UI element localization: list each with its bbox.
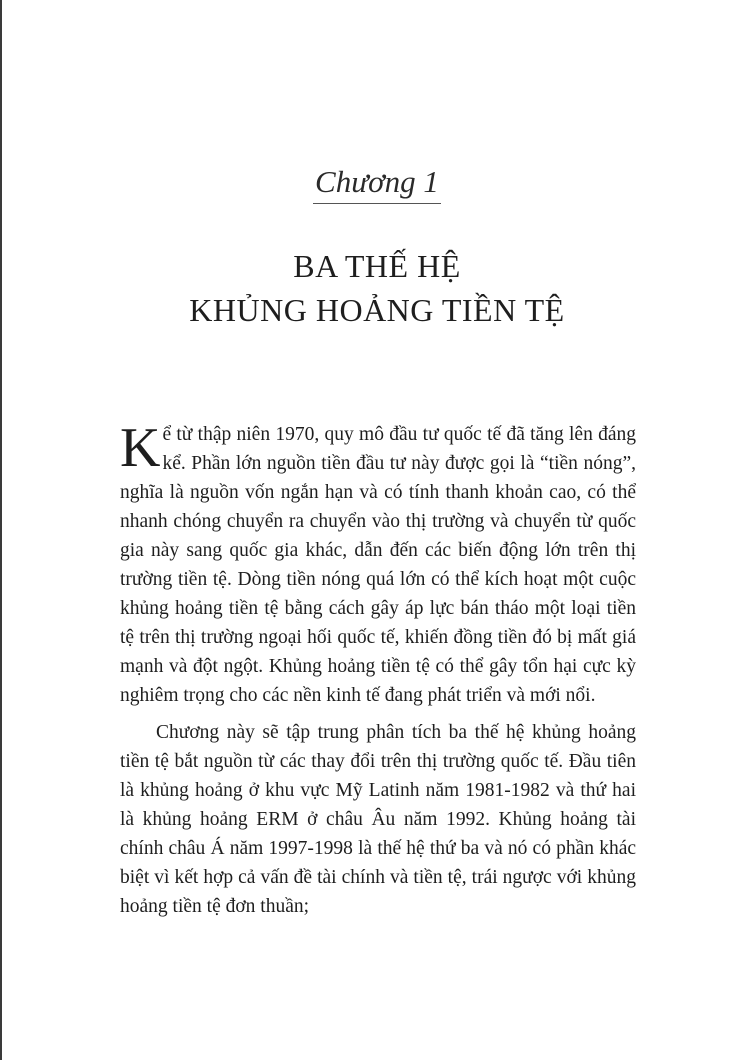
- chapter-title: [2, 244, 750, 332]
- body-text: [120, 417, 636, 921]
- paragraph-1: [120, 417, 636, 710]
- chapter-label: [2, 162, 750, 204]
- paragraph-2: Chương này sẽ tập trung phân tích ba thế hệ khủng hoảng tiền tệ bắt nguồn từ các thay đổi trên thị trường quốc tế. Đầu tiên là khủng hoảng ở khu vực Mỹ Latinh năm 1981-1982 và thứ hai là khủng hoảng ERM ở châu Âu năm 1992. Khủng hoảng tài chính châu Á năm 1997-1998 là thế hệ thứ ba và nó có phần khác biệt vì kết hợp cả vấn đề tài chính và tiền tệ, trái ngược với khủng hoảng tiền tệ đơn thuần;: [120, 722, 636, 917]
- paragraph-1-text: ể từ thập niên 1970, quy mô đầu tư quốc tế đã tăng lên đáng kể. Phần lớn nguồn tiền đầu tư này được gọi là “tiền nóng”, nghĩa là nguồn vốn ngắn hạn và có tính thanh khoản cao, có thể nhanh chóng chuyển ra chuyển vào thị trường và chuyển từ quốc gia này sang quốc gia khác, dẫn đến các biến động lớn trên thị trường tiền tệ. Dòng tiền nóng quá lớn có thể kích hoạt một cuộc khủng hoảng tiền tệ bằng cách gây áp lực bán tháo một loại tiền tệ trên thị trường ngoại hối quốc tế, khiến đồng tiền đó bị mất giá mạnh và đột ngột. Khủng hoảng tiền tệ có thể gây tổn hại cực kỳ nghiêm trọng cho các nền kinh tế đang phát triển và mới nổi.: [120, 424, 636, 706]
- chapter-number: Chương 1: [313, 162, 441, 204]
- drop-cap: K: [120, 417, 161, 479]
- chapter-title-line-1: BA THẾ HỆ: [293, 248, 461, 284]
- chapter-title-line-2: KHỦNG HOẢNG TIỀN TỆ: [189, 292, 565, 328]
